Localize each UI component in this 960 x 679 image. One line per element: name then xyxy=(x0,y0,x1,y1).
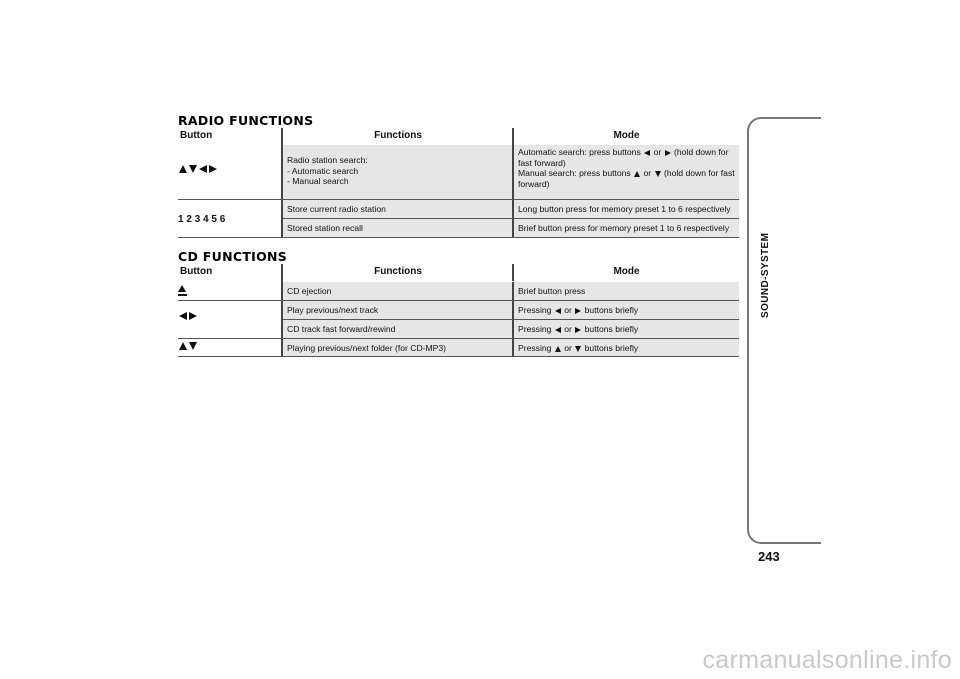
table-row xyxy=(283,219,739,238)
eject-button-cell xyxy=(178,285,278,296)
left-arrow-icon xyxy=(179,312,187,320)
up-arrow-icon xyxy=(179,165,187,173)
function-text: Stored station recall xyxy=(287,223,363,233)
header-functions: Functions xyxy=(374,266,422,277)
section-tab-label: SOUND-SYSTEM xyxy=(760,232,771,318)
table-row xyxy=(283,320,739,339)
header-button: Button xyxy=(180,130,213,141)
right-arrow-icon xyxy=(189,312,197,320)
up-down-buttons-cell xyxy=(178,341,278,352)
left-arrow-icon xyxy=(199,165,207,173)
left-arrow-icon xyxy=(555,327,561,333)
column-divider xyxy=(512,219,514,237)
row-divider xyxy=(178,300,283,301)
column-divider xyxy=(512,200,514,218)
table-row xyxy=(283,339,739,357)
radio-functions-table xyxy=(178,128,739,240)
column-divider xyxy=(512,145,514,199)
mode-text: Brief button press xyxy=(518,286,586,296)
function-text: CD track fast forward/rewind xyxy=(287,324,396,334)
table-row xyxy=(283,200,739,219)
column-divider xyxy=(512,301,514,319)
mode-text: Pressing or buttons briefly xyxy=(518,343,639,353)
right-arrow-icon xyxy=(209,165,217,173)
function-text: Playing previous/next folder (for CD-MP3) xyxy=(287,343,447,353)
column-divider xyxy=(512,320,514,338)
section-side-tab xyxy=(747,117,821,544)
table-row xyxy=(283,301,739,320)
table-row xyxy=(283,282,739,301)
header-mode: Mode xyxy=(613,130,640,141)
cd-functions-title: CD FUNCTIONS xyxy=(178,249,288,264)
down-arrow-icon xyxy=(189,165,197,173)
function-text: Play previous/next track xyxy=(287,305,379,315)
left-arrow-icon xyxy=(644,150,650,156)
row-divider xyxy=(178,237,283,238)
header-functions: Functions xyxy=(374,130,422,141)
column-divider xyxy=(512,128,514,145)
row-divider xyxy=(178,338,283,339)
table-header xyxy=(178,128,739,143)
mode-text: Automatic search: press buttons or (hold down for fast forward) Manual search: press buttons or (hold down for fast forward) xyxy=(518,147,735,189)
table-row xyxy=(283,145,739,200)
up-arrow-icon xyxy=(634,171,640,177)
up-arrow-icon xyxy=(179,342,187,350)
right-arrow-icon xyxy=(665,150,671,156)
up-arrow-icon xyxy=(555,346,561,352)
right-arrow-icon xyxy=(575,308,581,314)
row-divider xyxy=(178,356,283,357)
mode-text: Brief button press for memory preset 1 to 6 respectively xyxy=(518,223,730,233)
row-divider xyxy=(178,199,283,200)
function-text: Radio station search: - Automatic search - Manual search xyxy=(287,155,368,186)
down-arrow-icon xyxy=(189,342,197,350)
mode-text: Pressing or buttons briefly xyxy=(518,305,639,315)
function-text: CD ejection xyxy=(287,286,332,296)
function-text: Store current radio station xyxy=(287,204,386,214)
header-mode: Mode xyxy=(613,266,640,277)
watermark: carmanualsonline.info xyxy=(702,646,952,674)
left-arrow-icon xyxy=(555,308,561,314)
mode-text: Pressing or buttons briefly xyxy=(518,324,639,334)
down-arrow-icon xyxy=(575,346,581,352)
arrow-buttons-cell xyxy=(178,164,278,175)
eject-icon xyxy=(178,285,187,296)
mode-text: Long button press for memory preset 1 to 6 respectively xyxy=(518,204,731,214)
down-arrow-icon xyxy=(655,171,661,177)
cd-functions-table xyxy=(178,264,739,358)
column-divider xyxy=(512,339,514,356)
right-arrow-icon xyxy=(575,327,581,333)
header-button: Button xyxy=(180,266,213,277)
page-number: 243 xyxy=(758,549,780,564)
preset-buttons-cell: 1 2 3 4 5 6 xyxy=(178,214,226,225)
column-divider xyxy=(512,282,514,300)
left-right-buttons-cell xyxy=(178,311,278,322)
table-header xyxy=(178,264,739,279)
radio-functions-title: RADIO FUNCTIONS xyxy=(178,113,314,128)
column-divider xyxy=(512,264,514,281)
